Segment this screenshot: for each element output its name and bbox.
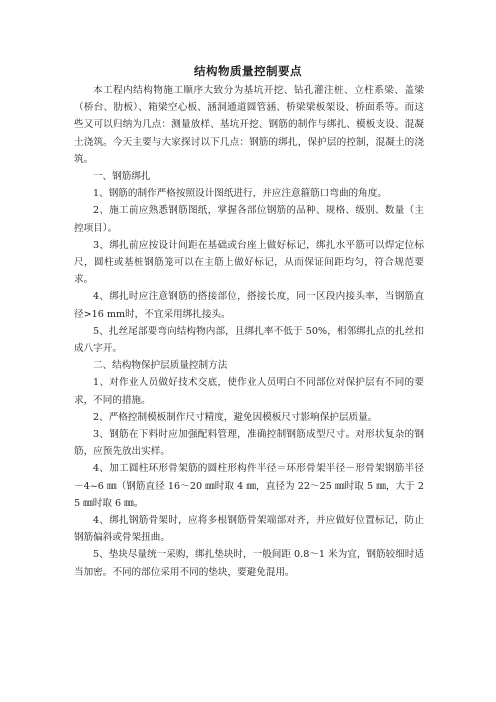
document-body — [74, 82, 424, 581]
list-item: 4、绑扎时应注意钢筋的搭接部位，搭接长度，同一区段内接头率，当钢筋直径>16 mm时，不宜采用绑扎接头。 — [74, 291, 424, 320]
list-item: 1、钢筋的制作严格按照设计图纸进行，并应注意箍筋口弯曲的角度。 — [93, 188, 387, 200]
list-item: 5、扎丝尾部要弯向结构物内部，且绑扎率不低于 50%，相邻绑扎点的扎丝扣成八字开。 — [74, 325, 424, 355]
list-item: 2、施工前应熟悉钢筋图纸，掌握各部位钢筋的品种、规格、级别、数量（主控项目）。 — [74, 205, 424, 234]
list-item: 1、对作业人员做好技术交底，使作业人员明白不同部位对保护层有不同的要求，不同的措施。 — [74, 377, 424, 406]
list-item: 2、严格控制模板制作尺寸精度，避免因模板尺寸影响保护层质量。 — [93, 411, 378, 423]
document-title: 结构物质量控制要点 — [194, 64, 302, 78]
list-item: 3、绑扎前应按设计间距在基础或台座上做好标记，绑扎水平筋可以焊定位标尺，圆柱或基桩钢筋笼可以在主筋上做好标记，从而保证间距均匀，符合规范要求。 — [74, 239, 424, 286]
section-heading-rebar-binding: 一、钢筋绑扎 — [93, 171, 151, 183]
list-item: 3、钢筋在下料时应加强配料管理，准确控制钢筋成型尺寸。对形状复杂的钢筋，应预先放出实样。 — [74, 429, 424, 458]
intro-paragraph: 本工程内结构物施工顺序大致分为基坑开挖、钻孔灌注桩、立柱系梁、盖梁（桥台、肋板）、箱梁空心板、涵洞通道圆管涵、桥梁梁板架设、桥面系等。而这些又可以归纳为几点：测量放样、基坑开挖、钢筋的制作与绑扎、模板支设、混凝土浇筑。今天主要与大家探讨以下几点：钢筋的绑扎，保护层的控制，混凝土的浇筑。 — [74, 85, 424, 165]
list-item: 4、加工圆柱环形骨架筋的圆柱形构件半径＝环形骨架半径－形骨架钢筋半径－4~6 ㎜（钢筋直径 16～20 ㎜时取 4 ㎜，直径为 22～25 ㎜时取 5 ㎜，大于 25 ㎜时取 6 ㎜。 — [74, 463, 424, 509]
list-item: 5、垫块尽量统一采购，绑扎垫块时，一般间距 0.8～1 米为宜，钢筋较细时适当加密。不同的部位采用不同的垫块，要避免混用。 — [74, 549, 424, 578]
section-heading-cover-control: 二、结构物保护层质量控制方法 — [93, 360, 228, 372]
list-item: 4、绑扎钢筋骨架时，应将多根钢筋骨架端部对齐，并应做好位置标记，防止钢筋偏斜或骨架扭曲。 — [74, 515, 424, 544]
